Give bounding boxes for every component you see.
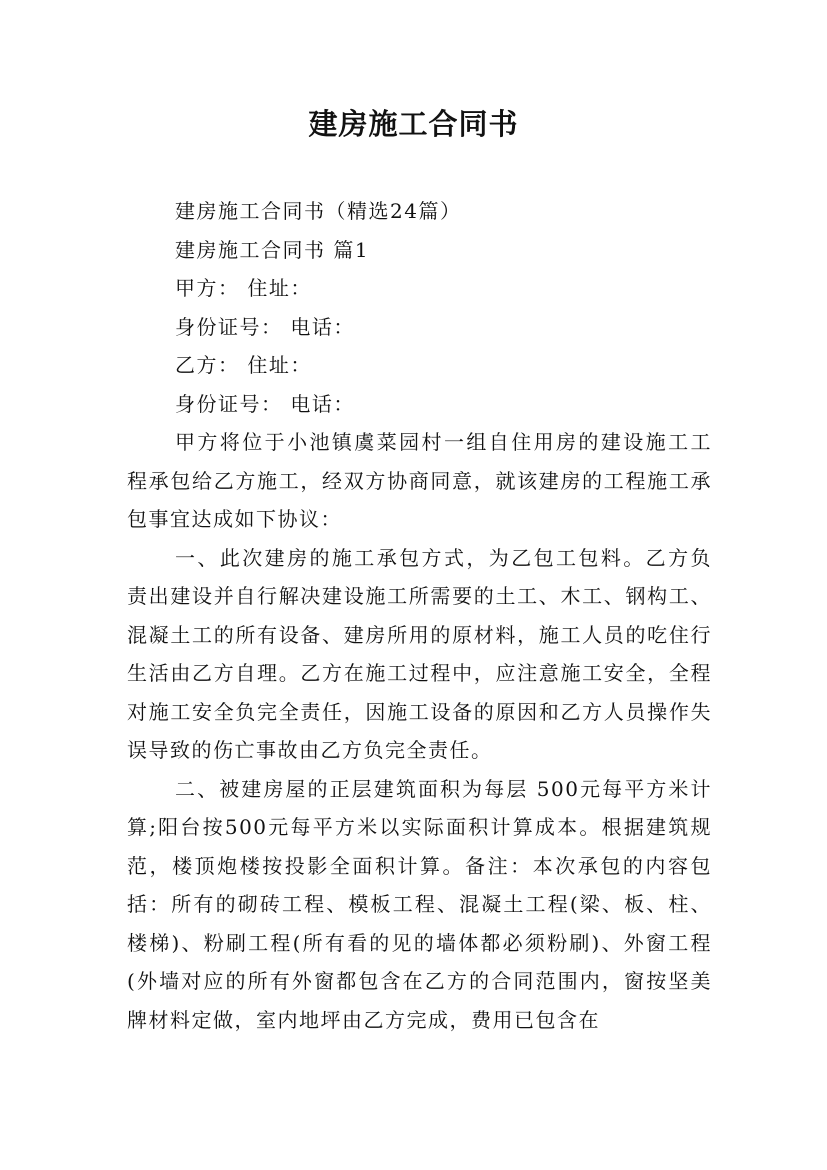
document-body bbox=[127, 192, 712, 1039]
party-b-address-line: 乙方： 住址： bbox=[175, 353, 312, 377]
clause-2-paragraph: 二、被建房屋的正层建筑面积为每层 500元每平方米计算;阳台按500元每平方米以实际面积计算成本。根据建筑规范，楼顶炮楼按投影全面积计算。备注：本次承包的内容包括：所有的砌砖工程、模板工程、混凝土工程(梁、板、柱、楼梯)、粉刷工程(所有看的见的墙体都必须粉刷)、外窗工程(外墙对应的所有外窗都包含在乙方的合同范围内，窗按坚美牌材料定做，室内地坪由乙方完成，费用已包含在 bbox=[127, 776, 712, 1032]
party-a-address-line: 甲方： 住址： bbox=[175, 276, 312, 300]
intro-paragraph: 甲方将位于小池镇虞菜园村一组自住用房的建设施工工程承包给乙方施工，经双方协商同意，就该建房的工程施工承包事宜达成如下协议： bbox=[127, 430, 712, 531]
party-a-id-phone-line: 身份证号： 电话： bbox=[175, 314, 355, 339]
document-title: 建房施工合同书 bbox=[308, 107, 519, 141]
section-heading: 建房施工合同书 篇1 bbox=[175, 237, 370, 262]
party-b-id-phone-line: 身份证号： 电话： bbox=[175, 391, 355, 416]
clause-1-paragraph: 一、此次建房的施工承包方式，为乙包工包料。乙方负责出建设并自行解决建设施工所需要的土工、木工、钢构工、混凝土工的所有设备、建房所用的原材料，施工人员的吃住行生活由乙方自理。乙方在施工过程中，应注意施工安全，全程对施工安全负完全责任，因施工设备的原因和乙方人员操作失误导致的伤亡事故由乙方负完全责任。 bbox=[127, 545, 712, 762]
subtitle-paragraph: 建房施工合同书（精选24篇） bbox=[175, 199, 462, 223]
